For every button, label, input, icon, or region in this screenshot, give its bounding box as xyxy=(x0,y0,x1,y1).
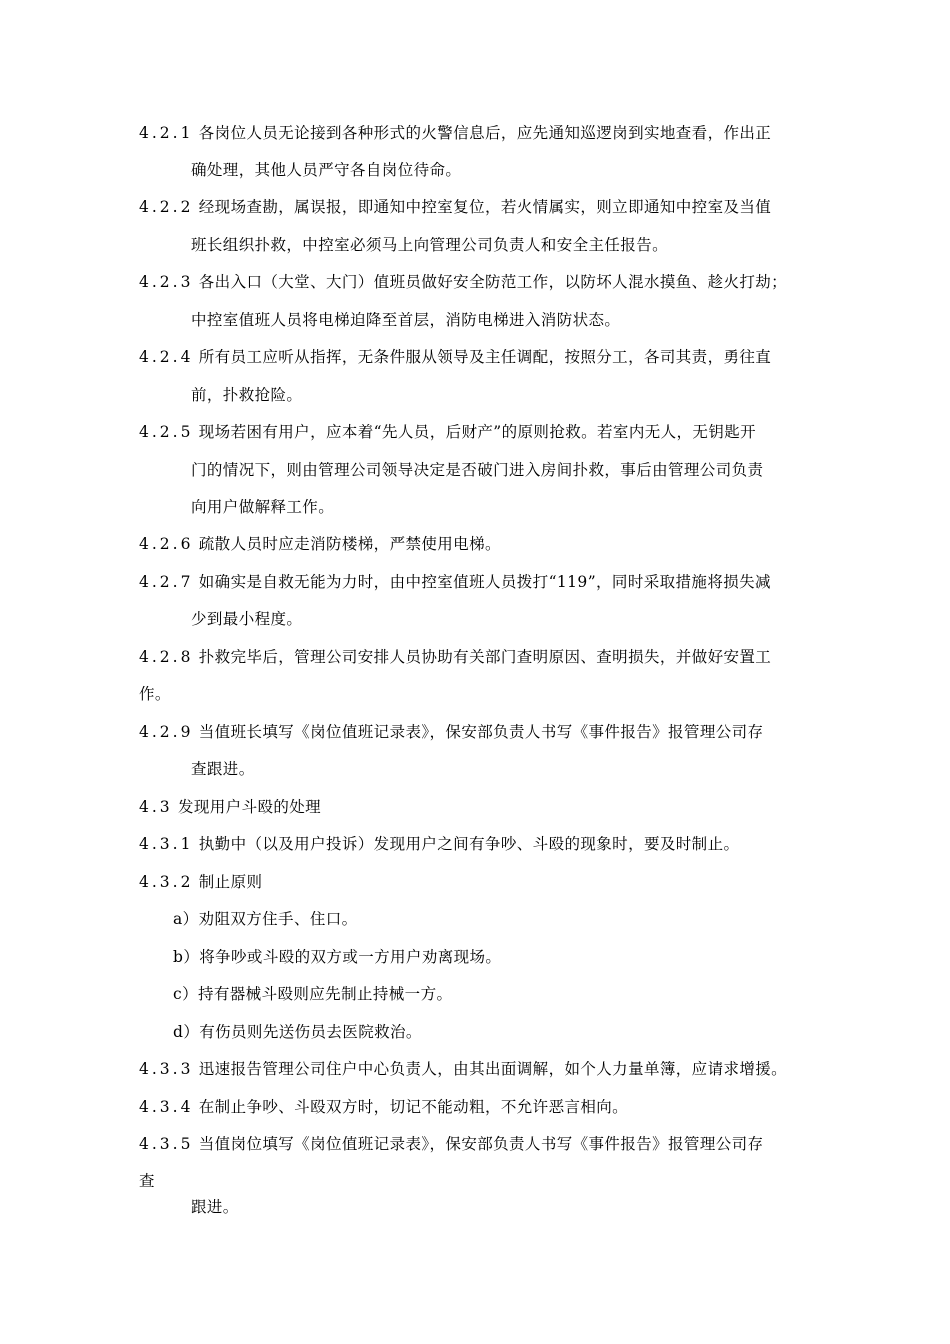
paragraph-4-2-4-line-2: 前，扑救抢险。 xyxy=(191,386,303,404)
section-number: 4.2.9 xyxy=(139,723,194,741)
paragraph-text: 执勤中（以及用户投诉）发现用户之间有争吵、斗殴的现象时，要及时制止。 xyxy=(198,835,740,853)
list-item-b: b）将争吵或斗殴的双方或一方用户劝离现场。 xyxy=(173,948,502,966)
section-number: 4.3 xyxy=(139,798,173,816)
paragraph-4-3-2-line-1 xyxy=(139,871,262,893)
paragraph-4-2-7-line-1 xyxy=(139,571,771,593)
section-number: 4.2.1 xyxy=(139,124,194,142)
paragraph-4-2-1-line-2: 确处理，其他人员严守各自岗位待命。 xyxy=(191,161,462,179)
paragraph-4-2-8-line-1 xyxy=(139,646,771,668)
section-number: 4.2.3 xyxy=(139,273,194,291)
paragraph-4-2-2-line-1 xyxy=(139,196,771,218)
paragraph-4-2-9-line-1 xyxy=(139,721,763,743)
paragraph-4-2-6-line-1 xyxy=(139,533,501,555)
paragraph-text: 扑救完毕后，管理公司安排人员协助有关部门查明原因、查明损失，并做好安置工 xyxy=(198,648,772,666)
paragraph-4-2-1-line-1 xyxy=(139,122,771,144)
paragraph-4-3-5-line-3: 跟进。 xyxy=(191,1198,239,1216)
paragraph-4-2-5-line-2: 门的情况下，则由管理公司领导决定是否破门进入房间扑救，事后由管理公司负责 xyxy=(191,461,764,479)
list-item-a: a）劝阻双方住手、住口。 xyxy=(173,910,358,928)
paragraph-4-2-7-line-2: 少到最小程度。 xyxy=(191,610,303,628)
section-number: 4.2.7 xyxy=(139,573,194,591)
section-number: 4.2.5 xyxy=(139,423,194,441)
paragraph-text: 现场若困有用户，应本着“先人员，后财产”的原则抢救。若室内无人，无钥匙开 xyxy=(198,423,757,441)
list-item-d: d）有伤员则先送伤员去医院救治。 xyxy=(173,1023,422,1041)
section-number: 4.3.5 xyxy=(139,1135,194,1153)
paragraph-4-2-5-line-3: 向用户做解释工作。 xyxy=(191,498,335,516)
paragraph-4-2-3-line-2: 中控室值班人员将电梯迫降至首层，消防电梯进入消防状态。 xyxy=(191,311,621,329)
paragraph-4-3-3-line-1 xyxy=(139,1058,787,1080)
section-number: 4.2.2 xyxy=(139,198,194,216)
paragraph-text: 在制止争吵、斗殴双方时，切记不能动粗，不允许恶言相向。 xyxy=(198,1098,629,1116)
section-title: 发现用户斗殴的处理 xyxy=(177,798,322,816)
paragraph-text: 疏散人员时应走消防楼梯，严禁使用电梯。 xyxy=(198,535,501,553)
paragraph-text: 各岗位人员无论接到各种形式的火警信息后，应先通知巡逻岗到实地查看，作出正 xyxy=(198,124,772,142)
section-number: 4.3.1 xyxy=(139,835,194,853)
section-number: 4.2.4 xyxy=(139,348,194,366)
paragraph-text: 经现场查勘，属误报，即通知中控室复位，若火情属实，则立即通知中控室及当值 xyxy=(198,198,772,216)
paragraph-4-3-5-line-1 xyxy=(139,1133,763,1155)
list-item-c: c）持有器械斗殴则应先制止持械一方。 xyxy=(173,985,453,1003)
paragraph-4-2-4-line-1 xyxy=(139,346,771,368)
paragraph-4-2-2-line-2: 班长组织扑救，中控室必须马上向管理公司负责人和安全主任报告。 xyxy=(191,236,669,254)
paragraph-4-3-5-line-2: 查 xyxy=(139,1172,155,1190)
section-4-3-heading xyxy=(139,796,321,818)
paragraph-text: 制止原则 xyxy=(198,873,263,891)
section-number: 4.3.4 xyxy=(139,1098,194,1116)
paragraph-4-2-3-line-1 xyxy=(139,271,787,293)
paragraph-4-2-5-line-1 xyxy=(139,421,756,443)
section-number: 4.3.3 xyxy=(139,1060,194,1078)
section-number: 4.2.6 xyxy=(139,535,194,553)
paragraph-text: 迅速报告管理公司住户中心负责人，由其出面调解，如个人力量单簿，应请求增援。 xyxy=(198,1060,788,1078)
paragraph-text: 各出入口（大堂、大门）值班员做好安全防范工作，以防坏人混水摸鱼、趁火打劫； xyxy=(198,273,788,291)
paragraph-text: 当值岗位填写《岗位值班记录表》，保安部负责人书写《事件报告》报管理公司存 xyxy=(198,1135,764,1153)
paragraph-text: 如确实是自救无能为力时，由中控室值班人员拨打“119”，同时采取措施将损失减 xyxy=(198,573,771,591)
paragraph-4-3-1-line-1 xyxy=(139,833,739,855)
paragraph-4-2-9-line-2: 查跟进。 xyxy=(191,760,255,778)
section-number: 4.3.2 xyxy=(139,873,194,891)
paragraph-4-3-4-line-1 xyxy=(139,1096,628,1118)
paragraph-text: 当值班长填写《岗位值班记录表》，保安部负责人书写《事件报告》报管理公司存 xyxy=(198,723,764,741)
paragraph-text: 所有员工应听从指挥，无条件服从领导及主任调配，按照分工，各司其责，勇往直 xyxy=(198,348,772,366)
paragraph-4-2-8-line-2: 作。 xyxy=(139,685,171,703)
section-number: 4.2.8 xyxy=(139,648,194,666)
